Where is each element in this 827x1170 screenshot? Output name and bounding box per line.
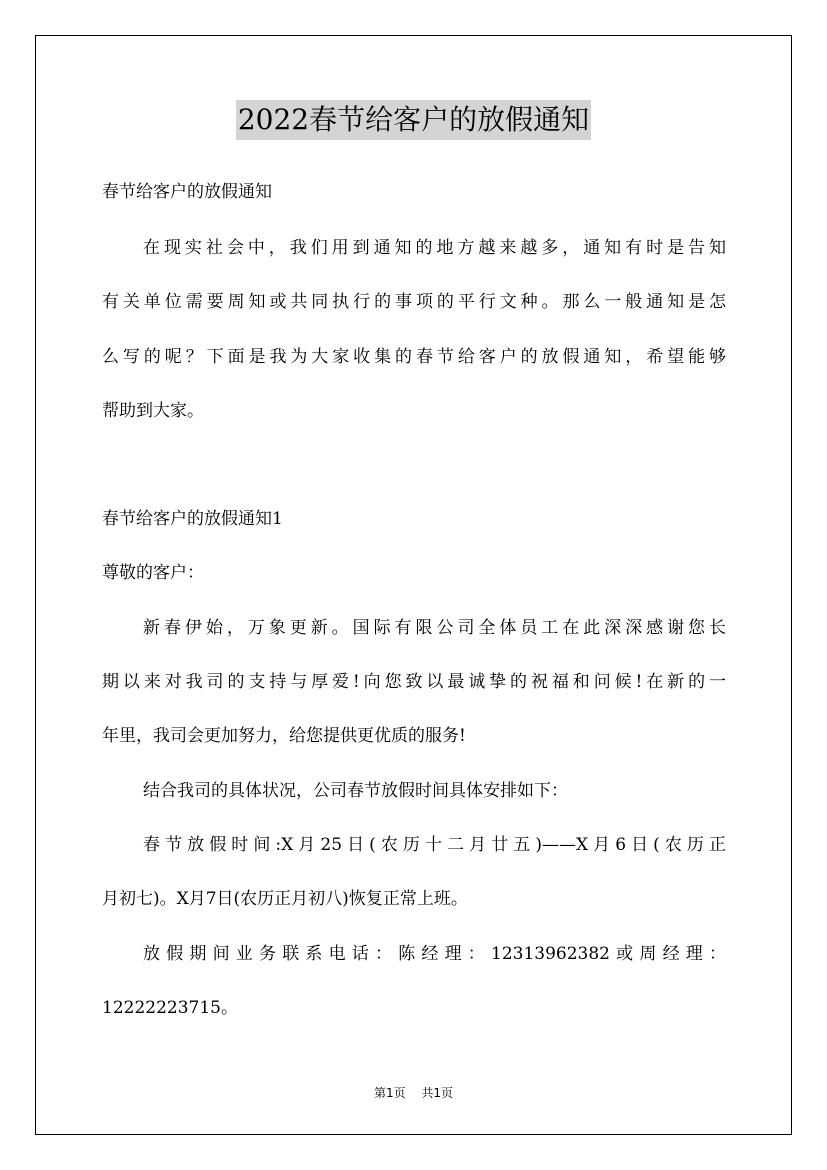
contact-line: 放假期间业务联系电话：陈经理：12313962382或周经理：: [143, 944, 726, 964]
paragraph-line: 春节放假时间:X月25日(农历十二月廿五)——X月6日(农历正: [143, 835, 726, 855]
paragraph-line: 有关单位需要周知或共同执行的事项的平行文种。那么一般通知是怎: [102, 292, 726, 312]
page-total: 共1页: [421, 1086, 454, 1100]
salutation-line: 尊敬的客户：: [102, 563, 204, 583]
paragraph-line: 在现实社会中，我们用到通知的地方越来越多，通知有时是告知: [143, 238, 726, 258]
document-title: 2022春节给客户的放假通知: [236, 100, 591, 140]
paragraph-line: 结合我司的具体状况，公司春节放假时间具体安排如下：: [143, 781, 568, 801]
page-number: 第1页: [373, 1086, 406, 1100]
subtitle-line: 春节给客户的放假通知: [102, 182, 272, 202]
paragraph-line: 月初七)。X月7日(农历正月初八)恢复正常上班。: [102, 889, 468, 909]
paragraph-line: 年里，我司会更加努力，给您提供更优质的服务!: [102, 726, 466, 746]
title-container: [0, 100, 827, 140]
paragraph-line: 新春伊始，万象更新。国际有限公司全体员工在此深深感谢您长: [143, 618, 726, 638]
paragraph-line: 帮助到大家。: [102, 401, 204, 421]
page-footer: [0, 1084, 827, 1101]
paragraph-line: 么写的呢？下面是我为大家收集的春节给客户的放假通知，希望能够: [102, 347, 726, 367]
section-heading: 春节给客户的放假通知1: [102, 509, 283, 529]
contact-line: 12222223715。: [102, 998, 238, 1018]
paragraph-line: 期以来对我司的支持与厚爱!向您致以最诚挚的祝福和问候!在新的一: [102, 672, 726, 692]
